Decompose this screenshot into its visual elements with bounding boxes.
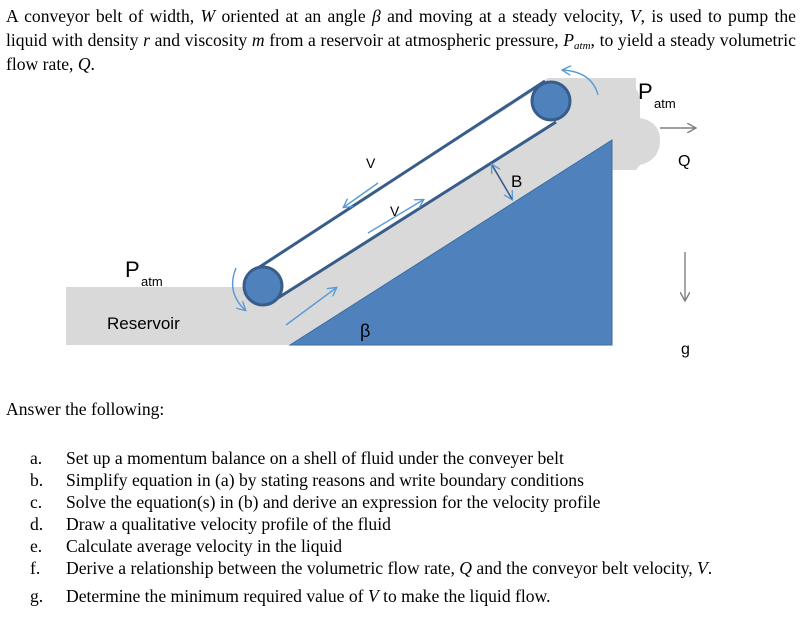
outlet-pressure-sub: atm — [654, 96, 676, 111]
reservoir-label: Reservoir — [107, 314, 180, 333]
answer-heading: Answer the following: — [6, 399, 165, 419]
top-roller — [532, 82, 570, 120]
task-item: e. Calculate average velocity in the liquid — [30, 536, 343, 556]
task-item: b. Simplify equation in (a) by stating reasons and write boundary conditions — [30, 470, 584, 490]
task-item: a. Set up a momentum balance on a shell of fluid under the conveyer belt — [30, 448, 564, 468]
task-item: f. Derive a relationship between the volumetric flow rate, Q and the conveyor belt velocity, V. — [30, 558, 713, 578]
inlet-pressure-label: P — [125, 257, 140, 282]
belt-velocity-top-label: V — [366, 155, 376, 171]
problem-statement: A conveyor belt of width, W oriented at an angle β and moving at a steady velocity, V, is used to pump the liquid with density r and viscosity m from a reservoir at atmospheric pressure, $P_{atm}$, to yield a steady volumetric flow rate, Q. — [6, 6, 796, 74]
inlet-pressure-sub: atm — [141, 274, 163, 289]
task-list — [30, 447, 795, 607]
task-item: c. Solve the equation(s) in (b) and derive an expression for the velocity profile — [30, 492, 601, 512]
thickness-label: B — [511, 172, 523, 191]
flow-rate-label: Q — [678, 153, 691, 170]
task-item: d. Draw a qualitative velocity profile of the fluid — [30, 514, 391, 534]
bottom-roller — [244, 267, 282, 305]
outlet-liquid — [612, 82, 660, 170]
belt-velocity-mid-label: V — [390, 203, 400, 219]
outlet-pressure-label: P — [638, 79, 653, 104]
angle-label: β — [360, 321, 371, 341]
gravity-label: g — [681, 341, 690, 358]
task-item: g. Determine the minimum required value of V to make the liquid flow. — [30, 586, 551, 606]
